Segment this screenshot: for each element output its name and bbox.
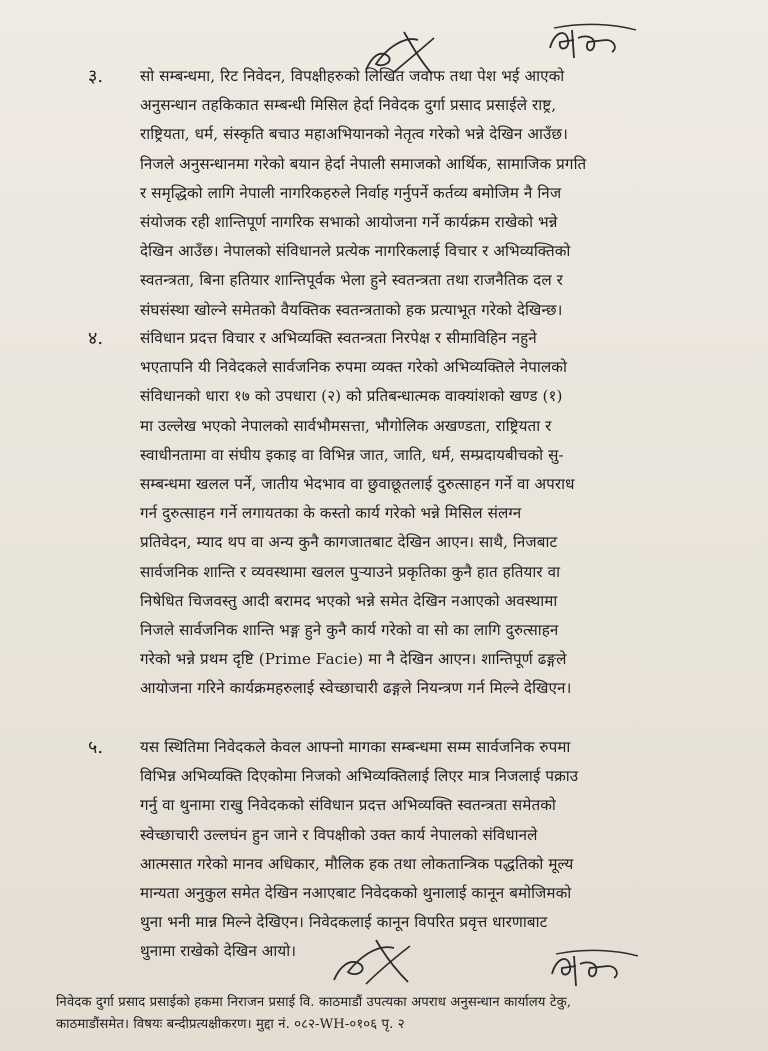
text-line: यस स्थितिमा निवेदकले केवल आफ्नो मागका सम्बन्धमा सम्म सार्वजनिक रुपमा (140, 738, 571, 756)
footer-case-info: काठमाडौंसमेत। विषयः बन्दीप्रत्यक्षीकरण। मुद्दा नं. ०८२-WH-०१०६ पृ. २ (56, 1017, 405, 1032)
text-line: सो सम्बन्धमा, रिट निवेदन, विपक्षीहरुको लिखित जवाफ तथा पेश भई आएको (140, 67, 565, 85)
text-line: गरेको भन्ने प्रथम दृष्टि (Prime Facie) मा नै देखिन आएन। शान्तिपूर्ण ढङ्गले (140, 650, 567, 669)
text-line: स्वेच्छाचारी उल्लघंन हुन जाने र विपक्षीको उक्त कार्य नेपालको संविधानले (140, 825, 538, 844)
text-line: संविधानको धारा १७ को उपधारा (२) को प्रतिबन्धात्मक वाक्यांशको खण्ड (१) (140, 387, 563, 406)
paragraph-number: ३. (88, 66, 104, 87)
paragraph-body (140, 324, 740, 704)
footer-case-title: निवेदक दुर्गा प्रसाद प्रसाईको हकमा निराजन प्रसाई वि. काठमाडौं उपत्यका अपराध अनुसन्धान कार्यालय टेकु, (56, 995, 572, 1010)
text-line: प्रतिवेदन, म्याद थप वा अन्य कुनै कागजातबाट देखिन आएन। साथै, निजबाट (140, 533, 558, 552)
text-line: आत्मसात गरेको मानव अधिकार, मौलिक हक तथा लोकतान्त्रिक पद्धतिको मूल्य (140, 854, 574, 873)
text-line: देखिन आउँछ। नेपालको संविधानले प्रत्येक नागरिकलाई विचार र अभिव्यक्तिको (140, 242, 571, 261)
text-line: आयोजना गरिने कार्यक्रमहरुलाई स्वेच्छाचारी ढङ्गले नियन्त्रण गर्न मिल्ने देखिएन। (140, 679, 572, 698)
text-line: विभिन्न अभिव्यक्ति दिएकोमा निजको अभिव्यक्तिलाई लिएर मात्र निजलाई पक्राउ (140, 767, 579, 786)
text-line: थुना भनी मान्न मिल्ने देखिएन। निवेदकलाई कानून विपरित प्रवृत्त धारणाबाट (140, 913, 548, 932)
paragraph-number: ४. (88, 328, 104, 349)
text-line: स्वतन्त्रता, बिना हतियार शान्तिपूर्वक भेला हुने स्वतन्त्रता तथा राजनैतिक दल र (140, 271, 563, 290)
signature-mark-top-right (544, 18, 644, 64)
text-line: भएतापनि यी निवेदकले सार्वजनिक रुपमा व्यक्त गरेको अभिव्यक्तिले नेपालको (140, 358, 568, 377)
text-line: सम्बन्धमा खलल पर्ने, जातीय भेदभाव वा छुवाछूतलाई दुरुत्साहन गर्ने वा अपराध (140, 475, 575, 494)
text-line: गर्नु वा थुनामा राखु निवेदकको संविधान प्रदत्त अभिव्यक्ति स्वतन्त्रता समेतको (140, 796, 556, 815)
text-line: थुनामा राखेको देखिन आयो। (140, 942, 297, 961)
text-line: र समृद्धिको लागि नेपाली नागरिकहरुले निर्वाह गर्नुपर्ने कर्तव्य बमोजिम नै निज (140, 183, 562, 202)
text-line: संयोजक रही शान्तिपूर्ण नागरिक सभाको आयोजना गर्ने कार्यक्रम राखेको भन्ने (140, 213, 558, 232)
text-line: राष्ट्रियता, धर्म, संस्कृति बचाउ महाअभियानको नेतृत्व गरेको भन्ने देखिन आउँछ। (140, 125, 568, 144)
text-line: मान्यता अनुकुल समेत देखिन नआएबाट निवेदकको थुनालाई कानून बमोजिमको (140, 884, 572, 903)
text-line: अनुसन्धान तहकिकात सम्बन्धी मिसिल हेर्दा निवेदक दुर्गा प्रसाद प्रसाईले राष्ट्र, (140, 96, 557, 115)
text-line: संविधान प्रदत्त विचार र अभिव्यक्ति स्वतन्त्रता निरपेक्ष र सीमाविहिन नहुने (140, 329, 537, 347)
page-footer (56, 992, 756, 1036)
text-line: सार्वजनिक शान्ति र व्यवस्थामा खलल पुऱ्याउने प्रकृतिका कुनै हात हतियार वा (140, 562, 561, 581)
text-line: स्वाधीनतामा वा संघीय इकाइ वा विभिन्न जात, जाति, धर्म, सम्प्रदायबीचको सु- (140, 445, 564, 464)
text-line: निजले सार्वजनिक शान्ति भङ्ग हुने कुनै कार्य गरेको वा सो का लागि दुरुत्साहन (140, 621, 559, 640)
paragraph-number: ५. (88, 737, 104, 758)
text-line: मा उल्लेख भएको नेपालको सार्वभौमसत्ता, भौगोलिक अखण्डता, राष्ट्रियता र (140, 416, 552, 435)
text-line: निजले अनुसन्धानमा गरेको बयान हेर्दा नेपाली समाजको आर्थिक, सामाजिक प्रगति (140, 154, 587, 173)
text-line: गर्न दुरुत्साहन गर्ने लगायतका के कस्तो कार्य गरेको भन्ने मिसिल संलग्न (140, 504, 522, 523)
text-line: संघसंस्था खोल्ने समेतको वैयक्तिक स्वतन्त्रताको हक प्रत्याभूत गरेको देखिन्छ। (140, 300, 563, 319)
text-line: निषेधित चिजवस्तु आदी बरामद भएको भन्ने समेत देखिन नआएको अवस्थामा (140, 591, 558, 610)
paragraph-body (140, 62, 740, 325)
paragraph-body (140, 733, 740, 967)
